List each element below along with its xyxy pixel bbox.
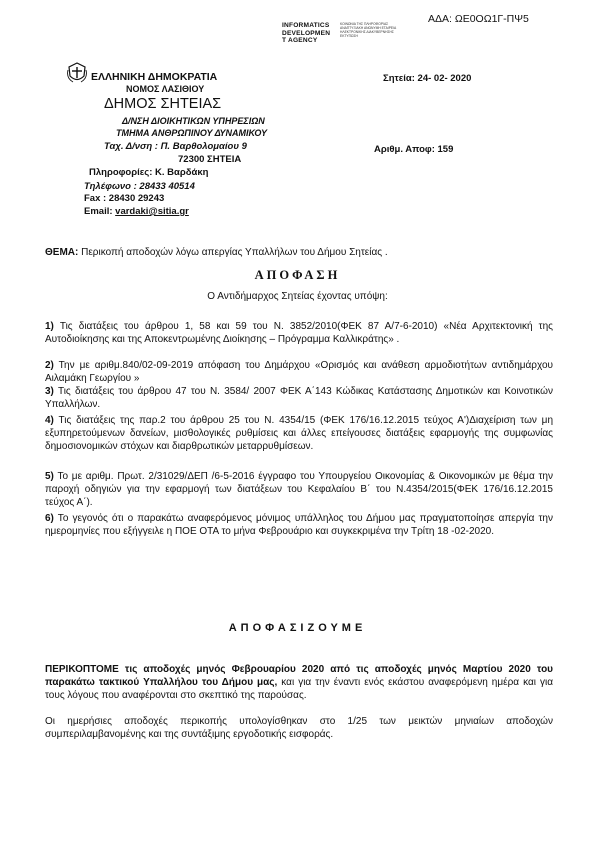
- email-label: Email:: [84, 206, 116, 217]
- directorate-name: Δ/ΝΣΗ ΔΙΟΙΚΗΤΙΚΩΝ ΥΠΗΡΕΣΙΩΝ: [122, 116, 265, 126]
- consideration-5: [45, 471, 553, 509]
- logo-small-text: ΚΟΙΝΩΝΙΑ ΤΗΣ ΠΛΗΡΟΦΟΡΙΑΣ ΑΝΑΠΤΥΞΙΑΚΗ ΑΝΩΝΥΜΗ ΕΤΑΙΡΕΙΑ ΗΛΕΚΤΡΟΝΙΚΗΣ ΔΙΑΚΥΒΕΡΝΗΣΗΣ ΕΚΤΥΠΩΣΗ: [340, 22, 397, 38]
- decision-title: ΑΠΟΦΑΣΗ: [254, 268, 341, 282]
- email-link[interactable]: vardaki@sitia.gr: [115, 206, 189, 217]
- item-number: 2): [45, 360, 54, 371]
- informatics-agency-logo: [282, 22, 412, 52]
- item-text: Το γεγονός ότι ο παρακάτω αναφερόμενος μόνιμος υπάλληλος του Δήμου μας πραγματοποίησε απεργία την ημερομηνίες που εξήγγειλε η ΠΟΕ ΟΤΑ το μήνα Φεβρουάριο και συγκεκριμένα την Τρίτη 18 -02-2020.: [45, 513, 553, 537]
- item-number: 5): [45, 471, 54, 482]
- item-text: Το με αριθμ. Πρωτ. 2/31029/ΔΕΠ /6-5-2016 έγγραφο του Υπουργείου Οικονομίας & Οικονομικών με θέμα την παροχή οδηγιών για την εφαρμογή των διατάξεων του Κεφαλαίου Β΄ του Ν.4354/2015(ΦΕΚ 176/16.12.2015 τεύχος Α΄).: [45, 471, 553, 508]
- consideration-2: [45, 360, 553, 386]
- logo-line-1: INFORMATICS: [282, 22, 330, 29]
- item-text: Τις διατάξεις του άρθρου 1, 58 και 59 του Ν. 3852/2010(ΦΕΚ 87 Α/7-6-2010) «Νέα Αρχιτεκτονική της Αυτοδιοίκησης και της Αποκεντρωμένης Διοίκησης – Πρόγραμμα Καλλικράτης» .: [45, 321, 553, 345]
- logo-line-2: DEVELOPMEN: [282, 29, 331, 37]
- consideration-4: [45, 415, 553, 453]
- item-text: Τις διατάξεις του άρθρου 47 του Ν. 3584/ 2007 ΦΕΚ Α΄143 Κώδικας Κατάστασης Δημοτικών και Κοινοτικών Υπαλλήλων.: [45, 386, 553, 410]
- contact-person: Πληροφορίες: Κ. Βαρδάκη: [89, 167, 209, 178]
- prefecture-name: ΝΟΜΟΣ ΛΑΣΙΘΙΟΥ: [126, 84, 205, 94]
- item-number: 6): [45, 513, 54, 524]
- logo-line-3: T AGENCY: [282, 37, 318, 45]
- decision-paragraph-1: [45, 664, 553, 702]
- consideration-3: [45, 386, 553, 412]
- decision-paragraph-2: Οι ημερήσιες αποδοχές περικοπής υπολογίσθηκαν στο 1/25 των μεικτών μηνιαίων αποδοχών συμπεριλαμβανομένης και της συντάξιμης εργοδοτικής εισφοράς.: [45, 716, 553, 740]
- decision-bold-text: ΠΕΡΙΚΟΠΤΟΜΕ τις αποδοχές μηνός Φεβρουαρίου 2020 από τις αποδοχές μηνός Μαρτίου 2020 του παρακάτω τακτικού Υπαλλήλου του Δήμου μας,: [45, 664, 553, 688]
- country-name: ΕΛΛΗΝΙΚΗ ΔΗΜΟΚΡΑΤΙΑ: [91, 71, 218, 83]
- subject-text: Περικοπή αποδοχών λόγω απεργίας Υπαλλήλων του Δήμου Σητείας .: [78, 247, 388, 258]
- department-name: ΤΜΗΜΑ ΑΝΘΡΩΠΙΝΟΥ ΔΥΝΑΜΙΚΟΥ: [116, 128, 268, 138]
- subject-line: [45, 247, 388, 258]
- postcode-city: 72300 ΣΗΤΕΙΑ: [178, 154, 242, 165]
- consideration-6: [45, 513, 553, 539]
- decision-rest-text: και για την έναντι ενός εκάστου αναφερόμενη ημέρα και για τους λόγους που αναφέρονται στο σκεπτικό της παρούσας.: [45, 676, 553, 701]
- contact-email-row: [84, 206, 189, 217]
- intro-line: Ο Αντιδήμαρχος Σητείας έχοντας υπόψη:: [207, 291, 388, 302]
- contact-phone: Τηλέφωνο : 28433 40514: [84, 181, 195, 192]
- decide-title: ΑΠΟΦΑΣΙΖΟΥΜΕ: [228, 622, 367, 634]
- document-date: Σητεία: 24- 02- 2020: [383, 73, 472, 84]
- municipality-name: ΔΗΜΟΣ ΣΗΤΕΙΑΣ: [104, 96, 222, 112]
- ada-code: ΑΔΑ: ΩΕ0ΟΩ1Γ-ΠΨ5: [428, 13, 529, 25]
- consideration-1: [45, 321, 553, 347]
- item-number: 4): [45, 415, 54, 426]
- greek-coat-of-arms-icon: [66, 62, 88, 84]
- item-number: 3): [45, 386, 54, 397]
- item-text: Τις διατάξεις της παρ.2 του άρθρου 25 του Ν. 4354/15 (ΦΕΚ 176/16.12.2015 τεύχος Α')Διαχείριση των μη εξυπηρετούμενων δανείων, μισθολογικές ρυθμίσεις και άλλες επείγουσες διατάξεις εφαρμογής της συμφωνίας δημοσιονομικών στόχων και διαρθρωτικών μεταρρυθμίσεων.: [45, 415, 553, 452]
- subject-label: ΘΕΜΑ:: [45, 247, 79, 258]
- contact-fax: Fax : 28430 29243: [84, 193, 165, 204]
- item-number: 1): [45, 321, 54, 332]
- decision-number: Αριθμ. Αποφ: 159: [374, 144, 454, 155]
- item-text: Την με αριθμ.840/02-09-2019 απόφαση του Δημάρχου «Ορισμός και ανάθεση αρμοδιοτήτων αντιδημάρχου Αιλαμάκη Γεωργίου »: [45, 360, 553, 384]
- postal-address: Ταχ. Δ/νση : Π. Βαρθολομαίου 9: [104, 141, 247, 152]
